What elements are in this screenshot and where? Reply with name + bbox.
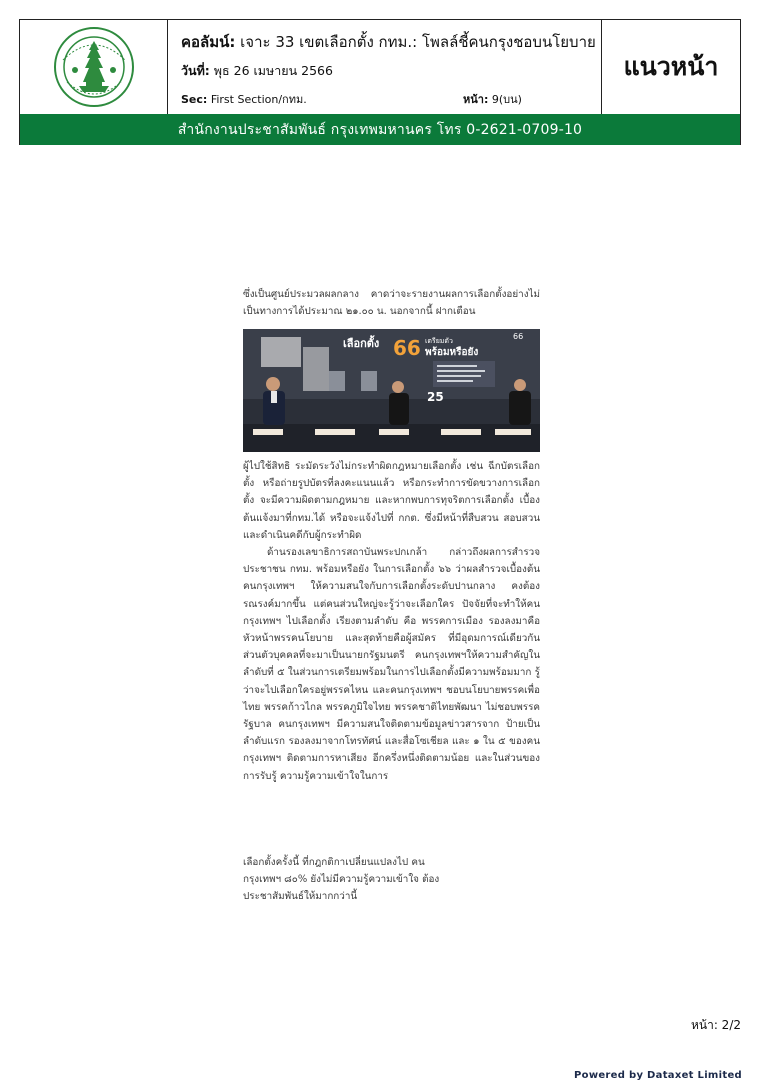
article-body — [243, 458, 540, 785]
date-row — [181, 61, 333, 81]
column-title-row — [181, 30, 596, 54]
bangkok-seal-logo — [53, 26, 135, 108]
clipping-header — [19, 19, 741, 145]
date-label: วันที่: — [181, 63, 210, 78]
photo-headline-number: 66 — [393, 336, 421, 360]
article-lead — [243, 286, 540, 320]
photo-corner-logo: 66 — [513, 332, 524, 341]
photo-date-badge: 25 — [427, 390, 444, 404]
article-lead-text: ซึ่งเป็นศูนย์ประมวลผลกลาง คาดว่าจะรายงานผลการเลือกตั้งอย่างไม่เป็นทางการได้ประมาณ ๒๑.๐๐ น. นอกจากนี้ ฝากเตือน — [243, 289, 540, 318]
photo-headline-a: เลือกตั้ง — [343, 337, 380, 350]
clipping-info — [167, 20, 602, 114]
publication-name: แนวหน้า — [623, 52, 719, 81]
section-label: Sec: — [181, 93, 208, 106]
article-paragraph-1: ผู้ไปใช้สิทธิ ระมัดระวังไม่กระทำผิดกฎหมายเลือกตั้ง เช่น ฉีกบัตรเลือกตั้ง หรือถ่ายรูปบัตรที่ลงคะแนนแล้ว หรือกระทำการขัดขวางการเลือกตั้ง จะมีความผิดตามกฎหมาย และหากพบการทุจริตการเลือกตั้ง เบื้องต้นแจ้งมาที่กทม.ได้ หรือจะแจ้งไปที่ กกต. ซึ่งมีหน้าที่สืบสวน สอบสวน และดำเนินคดีกับผู้กระทำผิด — [243, 461, 540, 541]
office-contact-text: สำนักงานประชาสัมพันธ์ กรุงเทพมหานคร โทร 0-2621-0709-10 — [177, 121, 583, 138]
section-value: First Section/กทม. — [210, 93, 307, 106]
page-row — [463, 90, 522, 108]
column-label: คอลัมน์: — [181, 33, 236, 51]
section-row — [181, 90, 307, 108]
column-title: เจาะ 33 เขตเลือกตั้ง กทม.: โพลล์ชี้คนกรุงชอบนโยบาย — [240, 33, 596, 51]
page-value: 9(บน) — [491, 93, 522, 106]
date-value: พุธ 26 เมษายน 2566 — [213, 63, 333, 78]
article-paragraph-3: เลือกตั้งครั้งนี้ ที่กฎกติกาเปลี่ยนแปลงไป คนกรุงเทพฯ ๘๐% ยังไม่มีความรู้ความเข้าใจ ต้องประชาสัมพันธ์ให้มากกว่านี้ — [243, 857, 440, 903]
photo-headline-b: เตรียมตัว — [425, 337, 453, 345]
logo-cell — [20, 20, 168, 114]
powered-by-label: Powered by Dataxet Limited — [574, 1070, 742, 1081]
page-counter: หน้า: 2/2 — [690, 1018, 741, 1032]
publication-cell — [601, 20, 741, 114]
news-photo — [243, 329, 540, 452]
office-contact-bar — [20, 114, 740, 145]
page-label: หน้า: — [463, 93, 489, 106]
article-tail — [243, 854, 443, 906]
article-paragraph-2: ด้านรองเลขาธิการสถาบันพระปกเกล้า กล่าวถึงผลการสำรวจประชาชน กทม. พร้อมหรือยัง ในการเลือกตั้ง ๖๖ ว่าผลสำรวจเบื้องต้น คนกรุงเทพฯ ให้ความสนใจกับการเลือกตั้งระดับปานกลาง คงต้องรณรงค์มากขึ้น แต่คนส่วนใหญ่จะรู้ว่าจะเลือกใคร ปัจจัยที่จะทำให้คนกรุงเทพฯ ไปเลือกตั้ง เรียงตามลำดับ คือ พรรคการเมือง รองลงมาคือหัวหน้าพรรคนโยบาย และสุดท้ายคือผู้สมัคร ที่มีอุดมการณ์เดียวกัน ส่วนตัวบุคคลที่จะมาเป็นนายกรัฐมนตรี คนกรุงเทพฯให้ความสำคัญในลำดับที่ ๕ ในส่วนการเตรียมพร้อมในการไปเลือกตั้งมีความพร้อมมาก รู้ว่าจะไปเลือกใครอยู่พรรคไหน และคนกรุงเทพฯ ชอบนโยบายพรรคเพื่อไทย พรรคก้าวไกล พรรคภูมิใจไทย พรรคชาติไทยพัฒนา ไม่ชอบพรรครัฐบาล คนกรุงเทพฯ มีความสนใจติดตามข้อมูลข่าวสารจาก ป้ายเป็นลำดับแรก รองลงมาจากโทรทัศน์ และสื่อโซเชียล และ ๑ ใน ๕ ของคนกรุงเทพฯ ติดตามการหาเสียง อีกครึ่งหนึ่งติดตามน้อย และในส่วนของการรับรู้ ความรู้ความเข้าใจในการ — [243, 547, 540, 782]
photo-headline-c: พร้อมหรือยัง — [425, 347, 479, 358]
